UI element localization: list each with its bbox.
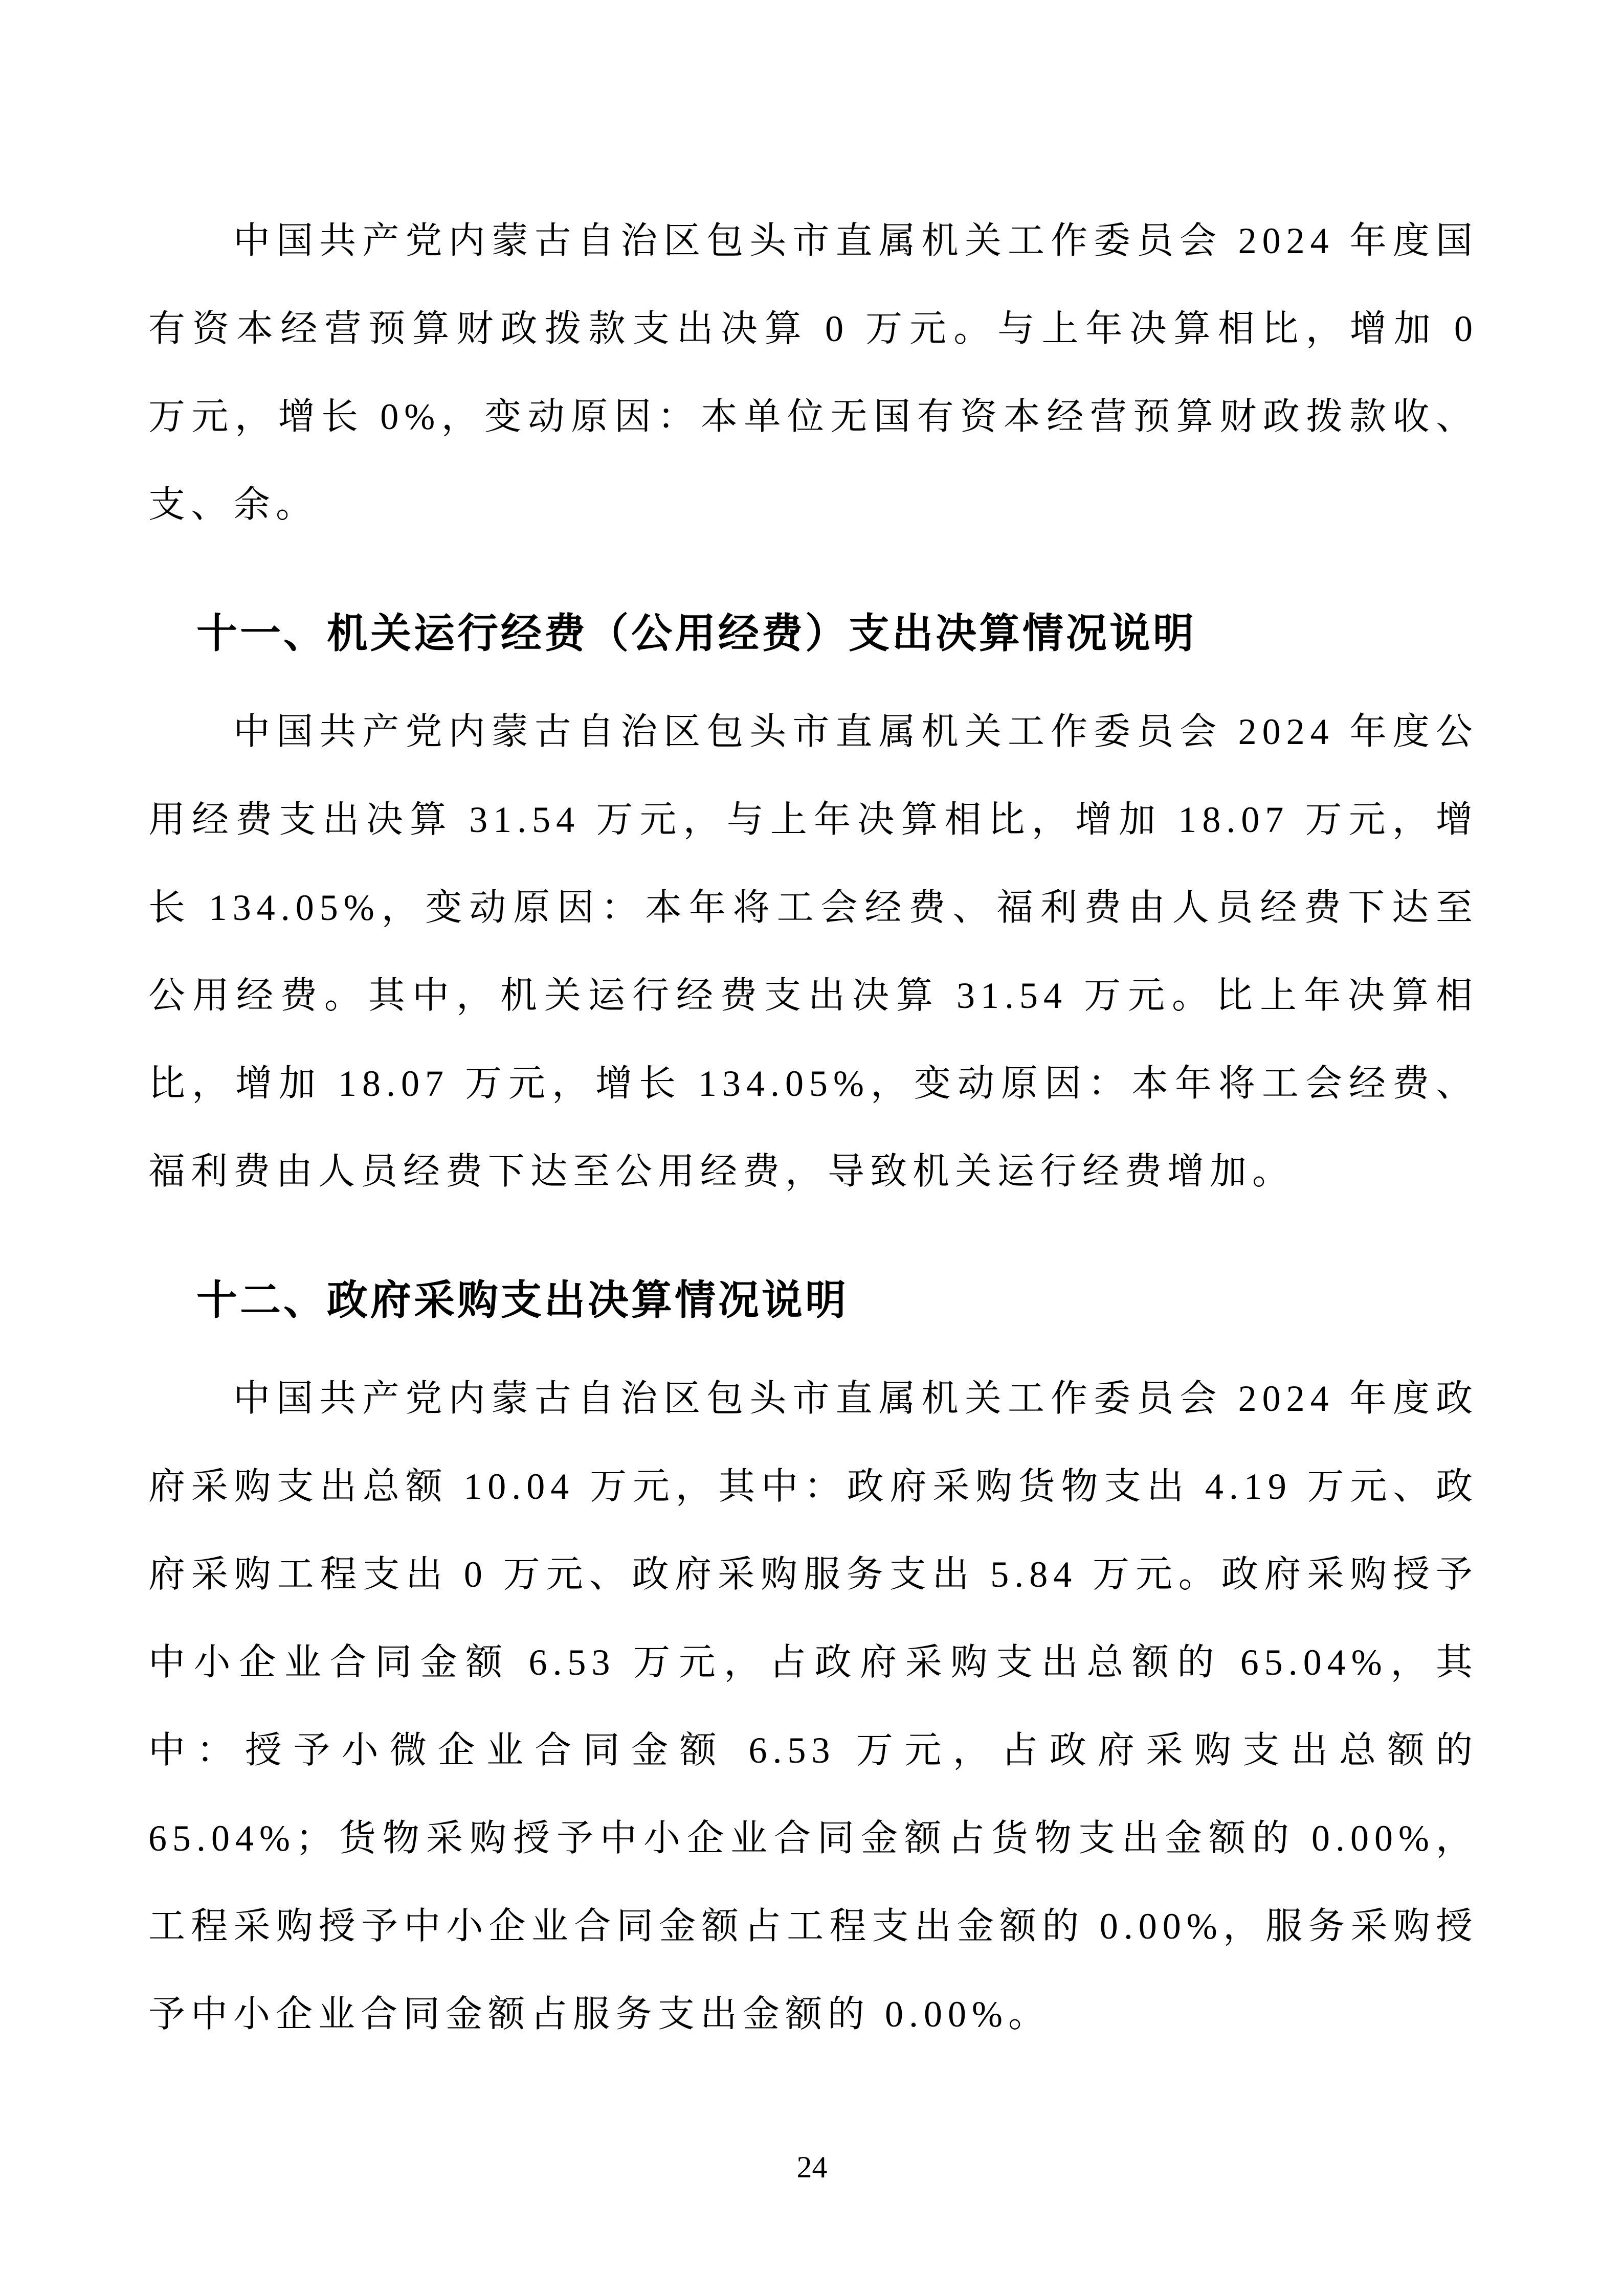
heading-section-12-government-procurement: 十二、政府采购支出决算情况说明	[196, 1277, 849, 1323]
document-content	[148, 197, 1478, 2058]
page-number: 24	[796, 2150, 828, 2184]
paragraph-operating-expenses-detail: 中国共产党内蒙古自治区包头市直属机关工作委员会 2024 年度公用经费支出决算 31.54 万元，与上年决算相比，增加 18.07 万元，增长 134.05%，变动原因：本年将工会经费、福利费由人员经费下达至公用经费。其中，机关运行经费支出决算 31.54 万元。比上年决算相比，增加 18.07 万元，增长 134.05%，变动原因：本年将工会经费、福利费由人员经费下达至公用经费，导致机关运行经费增加。	[148, 711, 1478, 1192]
paragraph-government-procurement-detail: 中国共产党内蒙古自治区包头市直属机关工作委员会 2024 年度政府采购支出总额 10.04 万元，其中：政府采购货物支出 4.19 万元、政府采购工程支出 0 万元、政府采购服务支出 5.84 万元。政府采购授予中小企业合同金额 6.53 万元，占政府采购支出总额的 65.04%，其中：授予小微企业合同金额 6.53 万元，占政府采购支出总额的 65.04%；货物采购授予中小企业合同金额占货物支出金额的 0.00%，工程采购授予中小企业合同金额占工程支出金额的 0.00%，服务采购授予中小企业合同金额占服务支出金额的 0.00%。	[148, 1378, 1478, 2035]
paragraph-state-capital-budget: 中国共产党内蒙古自治区包头市直属机关工作委员会 2024 年度国有资本经营预算财政拨款支出决算 0 万元。与上年决算相比，增加 0 万元，增长 0%，变动原因：本单位无国有资本经营预算财政拨款收、支、余。	[148, 220, 1478, 525]
heading-section-11-operating-expenses: 十一、机关运行经费（公用经费）支出决算情况说明	[196, 611, 1196, 656]
